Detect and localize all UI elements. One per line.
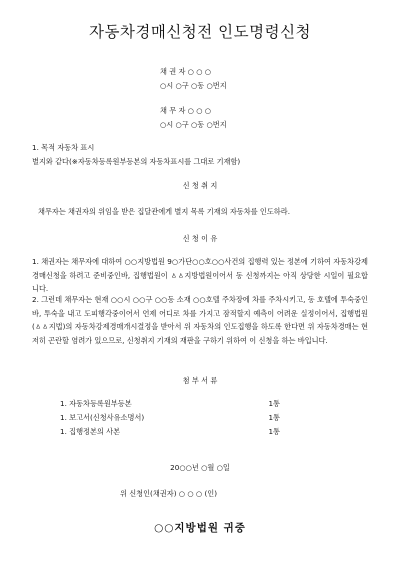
attachment-name: 1. 보고서(신청사유소명서)	[60, 413, 145, 422]
attachment-item	[60, 427, 280, 437]
creditor-address: ○시 ○구 ○동 ○번지	[160, 81, 227, 90]
reason-paragraph-1: 1. 채권자는 채무자에 대하여 ○○지방법원 9○가단○○호○○사건의 집행력 있는 정본에 기하여 자동차강제경매신청을 하려고 준비중인바, 집행법원이 ㅿㅿ지방법원이어서 동 신청까지는 아직 상당한 시일이 필요합니다.	[32, 257, 368, 294]
filing-date: 20○○년 ○월 ○일	[170, 463, 230, 472]
debtor-address: ○시 ○구 ○동 ○번지	[160, 120, 227, 129]
attachment-count: 1통	[268, 427, 280, 436]
document-title: 자동차경매신청전 인도명령신청	[88, 23, 312, 41]
attachment-name: 1. 자동차등록원부등본	[60, 399, 132, 408]
debtor-label: 채 무 자 ○ ○ ○	[160, 106, 212, 115]
reasons-heading: 신 청 이 유	[182, 234, 218, 243]
reason-paragraph-2: 2. 그런데 채무자는 현재 ○○시 ○○구 ○○동 소재 ○○호텔 주차장에 차를 주차시키고, 동 호텔에 투숙중인 바, 투숙을 내고 도피행각중이어서 언제 어디로 차를 가지고 잠적할지 예측이 어려운 실정이어서, 집행법원(ㅿㅿ지법)의 자동차강제경매개시결정을 받아서 위 자동차의 인도집행을 하도록 한다면 위 자동차경매는 현저히 곤란할 염려가 있으므로, 신청취지 기재의 재판을 구하기 위하여 이 신청을 하는 바입니다.	[32, 295, 368, 345]
attachment-item	[60, 413, 280, 423]
attachment-count: 1통	[268, 399, 280, 408]
attachment-name: 1. 집행정본의 사본	[60, 427, 121, 436]
attachment-count: 1통	[268, 413, 280, 422]
creditor-label: 채 권 자 ○ ○ ○	[160, 67, 212, 76]
vehicle-heading: 1. 목적 자동차 표시	[32, 143, 95, 152]
purpose-text: 채무자는 채권자의 위임을 받은 집달관에게 별지 목록 기재의 자동차를 인도하라.	[38, 207, 290, 216]
court-addressee: ○○지방법원 귀중	[154, 522, 246, 534]
vehicle-detail: 별지와 같다(※자동차등록원부등본의 자동차표시를 그대로 기재함)	[32, 157, 241, 166]
attachment-item	[60, 399, 280, 409]
attachments-heading: 첨 부 서 류	[182, 376, 218, 385]
purpose-heading: 신 청 취 지	[182, 181, 218, 190]
applicant-signature: 위 신청인(채권자) ○ ○ ○ (인)	[120, 489, 218, 498]
